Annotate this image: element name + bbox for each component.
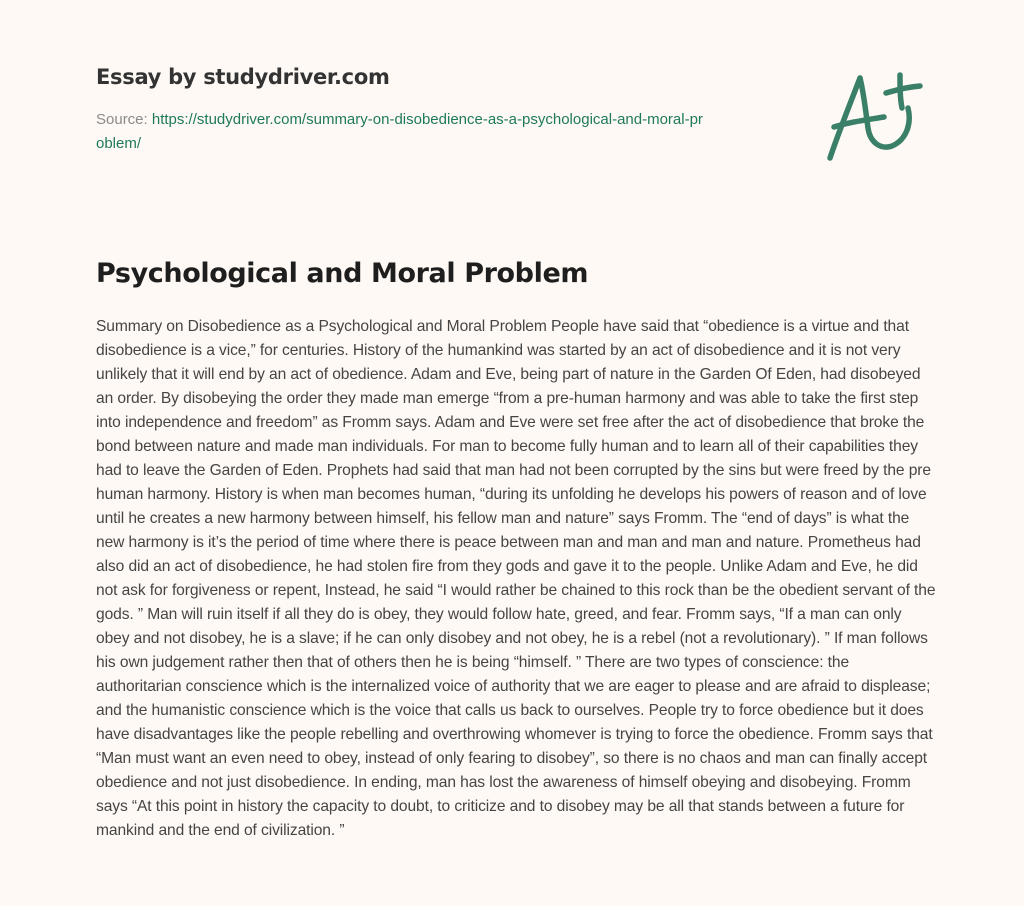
source-label: Source: [96, 111, 152, 128]
essay-body: Summary on Disobedience as a Psychological and Moral Problem People have said that “obedience is a virtue and that disobedience is a vice,” for centuries. History of the humankind was started by an act of disobedience and it is not very unlikely that it will end by an act of obedience. Adam and Eve, being part of nature in the Garden Of Eden, had disobeyed an order. By disobeying the order they made man emerge “from a pre-human harmony and was able to take the first step into independence and freedom” as Fromm says. Adam and Eve were set free after the act of disobedience that broke the bond between nature and made man individuals. For man to become fully human and to learn all of their capabilities they had to leave the Garden of Eden. Prophets had said that man had not been corrupted by the sins but were freed by the pre human harmony. History is when man becomes human, “during its unfolding he develops his powers of reason and of love until he creates a new harmony between himself, his fellow man and nature” says Fromm. The “end of days” is what the new harmony is it’s the period of time where there is peace between man and man and man and nature. Prometheus had also did an act of disobedience, he had stolen fire from they gods and gave it to the people. Unlike Adam and Eve, he did not ask for forgiveness or repent, Instead, he said “I would rather be chained to this rock than be the obedient servant of the gods. ” Man will ruin itself if all they do is obey, they would follow hate, greed, and fear. Fromm says, “If a man can only obey and not disobey, he is a slave; if he can only disobey and not obey, he is a rebel (not a revolutionary). ” If man follows his own judgement rather then that of others then he is being “himself. ” There are two types of conscience: the authoritarian conscience which is the internalized voice of authority that we are eager to please and are afraid to displease; and the humanistic conscience which is the voice that calls us back to ourselves. People try to force obedience but it does have disadvantages like the people rebelling and overthrowing whomever is trying to force the obedience. Fromm says that “Man must want an even need to obey, instead of only fearing to disobey”, so there is no chaos and man can finally accept obedience and not just disobedience. In ending, man has lost the awareness of himself obeying and disobeying. Fromm says “At this point in history the capacity to doubt, to criticize and to disobey may be all that stands between a future for mankind and the end of civilization. ” [96, 318, 936, 839]
essay-title: Psychological and Moral Problem [96, 258, 589, 289]
source-link[interactable]: https://studydriver.com/summary-on-disobedience-as-a-psychological-and-moral-problem/ [96, 111, 703, 152]
source-line [96, 108, 706, 156]
a-plus-grade-icon [820, 64, 930, 164]
essay-header [96, 62, 736, 156]
brand-title: Essay by studydriver.com [96, 65, 390, 89]
